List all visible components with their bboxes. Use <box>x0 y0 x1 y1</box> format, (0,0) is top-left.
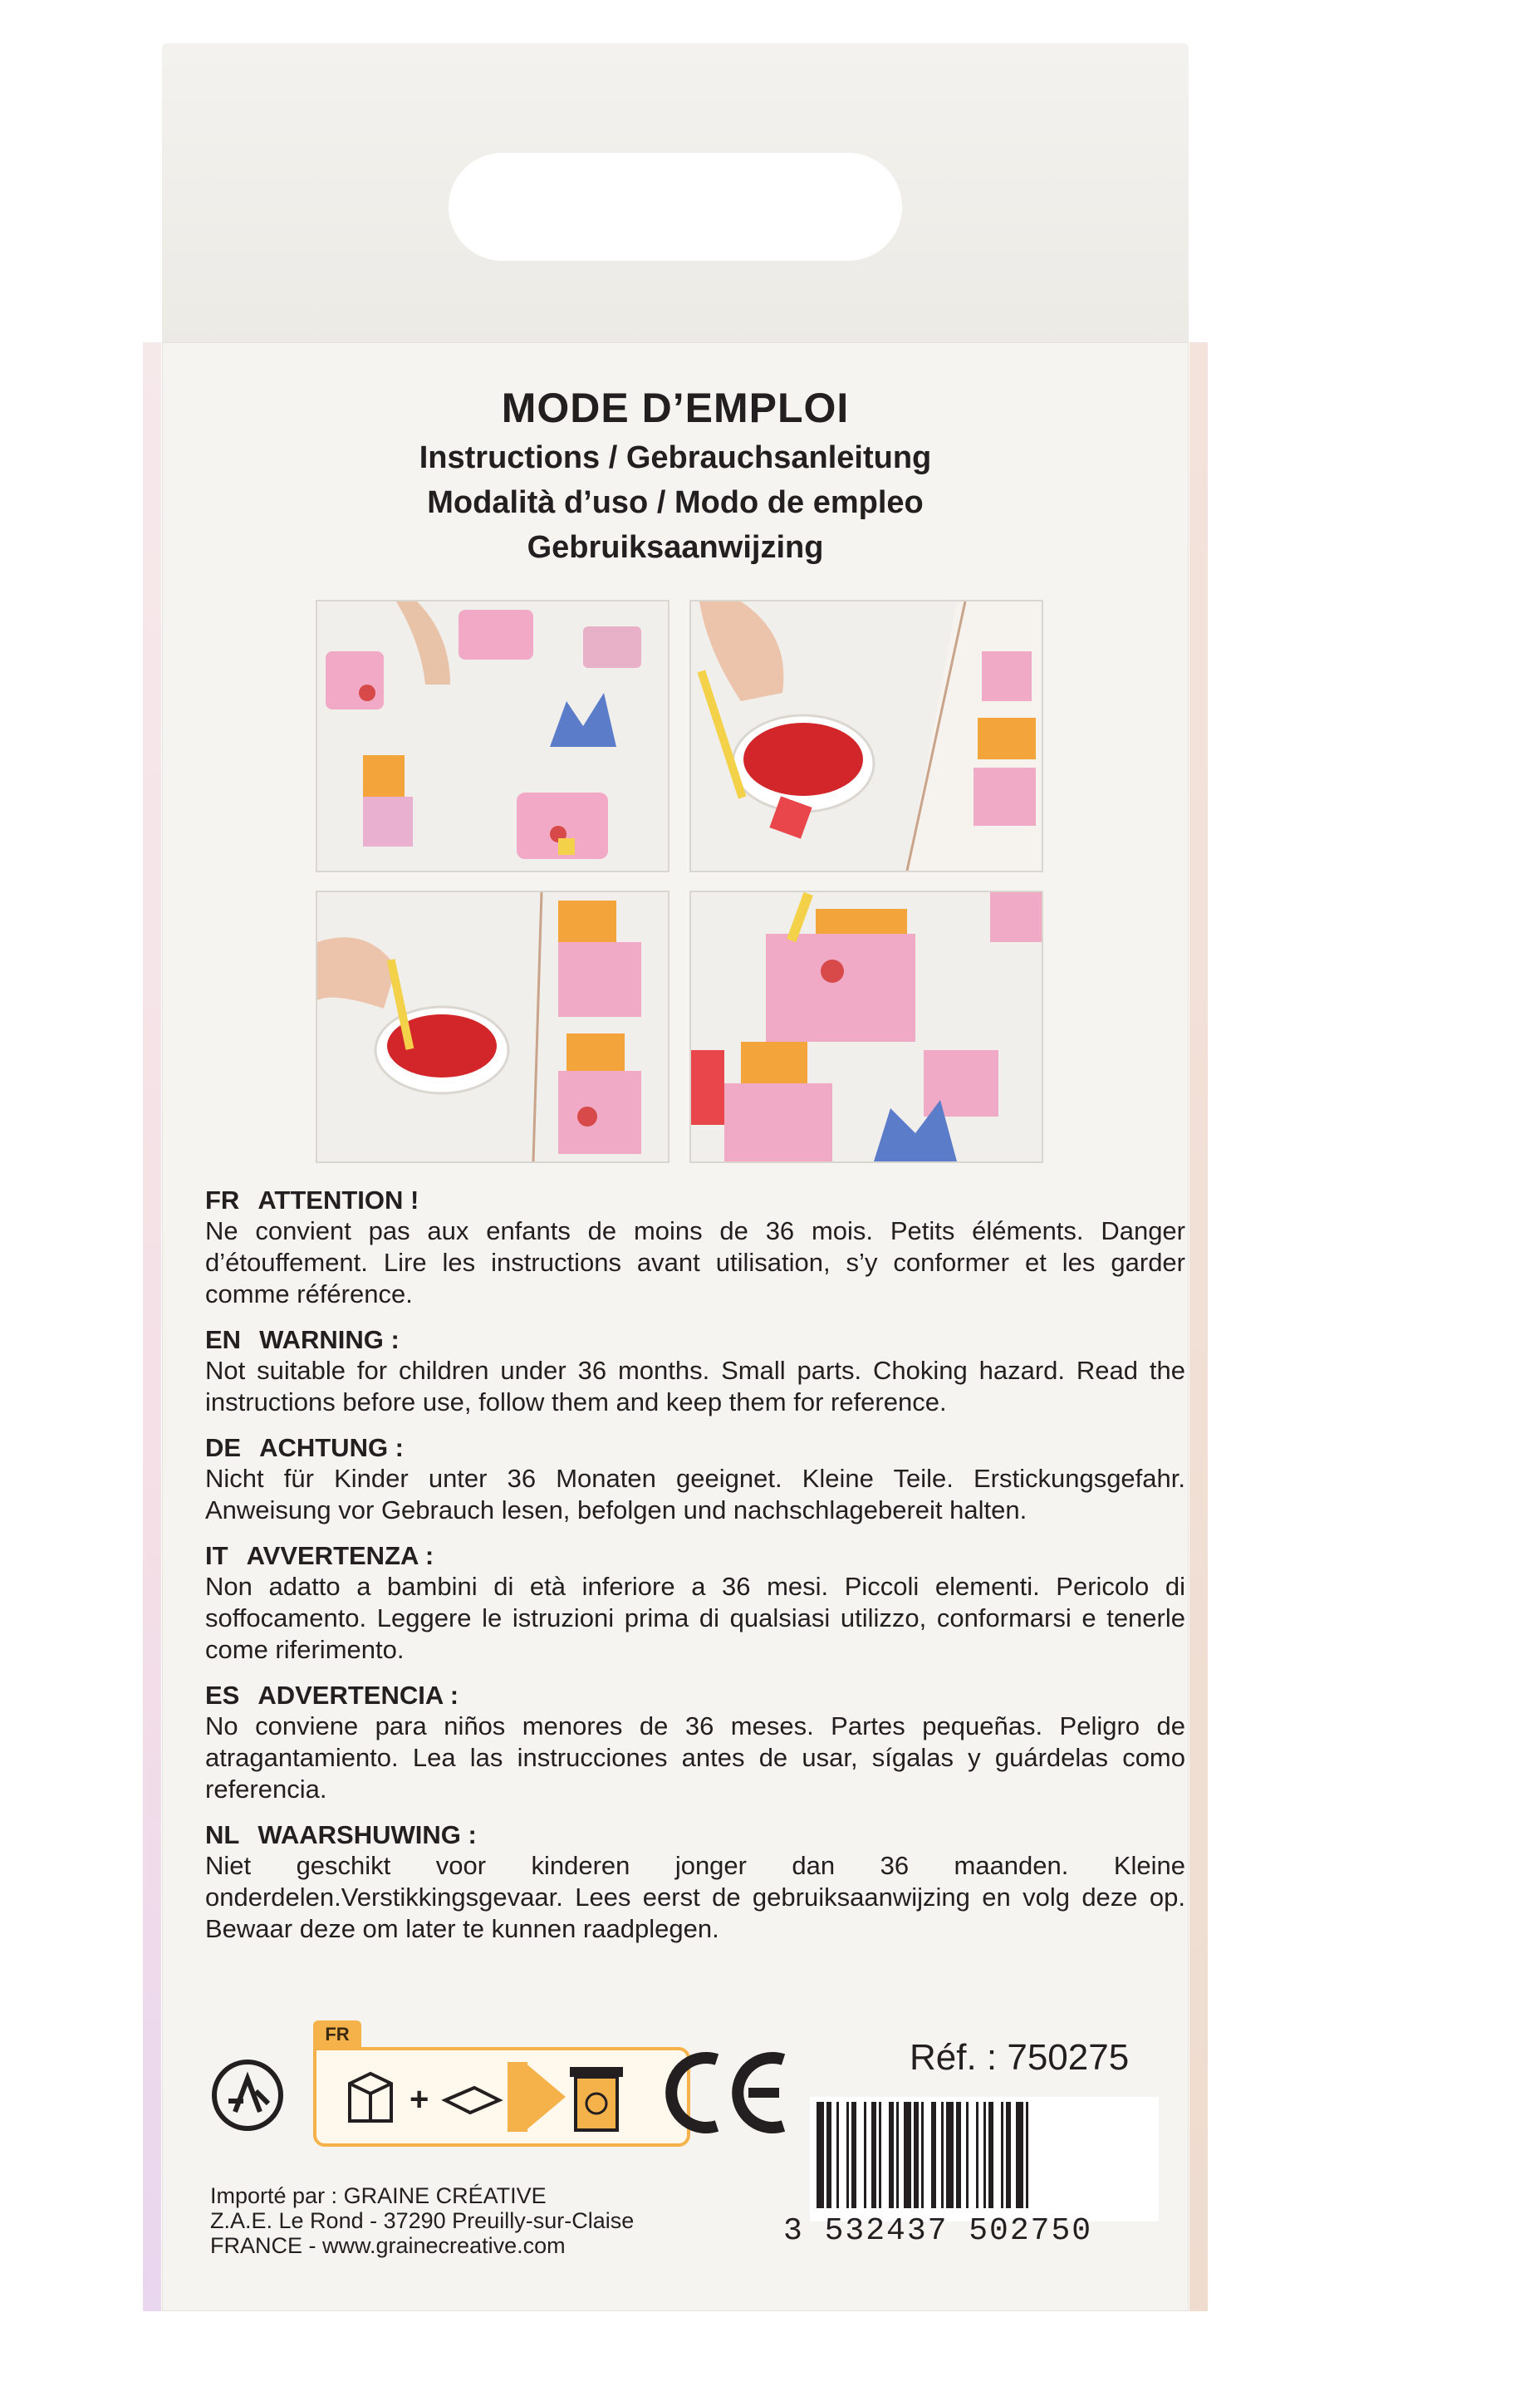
barcode-bar <box>976 2102 978 2208</box>
instruction-photo-4 <box>689 891 1043 1163</box>
reference-number: Réf. : 750275 <box>910 2037 1130 2078</box>
importer-line-2: Z.A.E. Le Rond - 37290 Preuilly-sur-Claise <box>210 2208 635 2233</box>
instruction-photo-2 <box>689 600 1043 872</box>
barcode-bar <box>846 2102 849 2208</box>
barcode-bar <box>864 2102 866 2208</box>
warning-lang: ES <box>205 1681 240 1710</box>
barcode-bar <box>826 2102 831 2208</box>
barcode-bar <box>983 2102 986 2208</box>
barcode-bar <box>956 2102 961 2208</box>
paper-icon <box>445 2088 499 2113</box>
box-icon <box>350 2074 391 2121</box>
warning-head: WAARSHUWING : <box>257 1820 477 1849</box>
warning-es <box>205 1681 1185 1805</box>
hanger-tab <box>162 43 1189 359</box>
barcode-bar <box>817 2102 824 2208</box>
importer-line-1: Importé par : GRAINE CRÉATIVE <box>210 2183 547 2208</box>
barcode-bar <box>1026 2102 1028 2208</box>
warning-de <box>205 1433 1185 1526</box>
barcode-bar <box>879 2102 881 2208</box>
barcode-bar <box>921 2102 924 2208</box>
warning-lang: DE <box>205 1433 242 1462</box>
back-panel <box>162 342 1189 2311</box>
warning-fr <box>205 1186 1185 1310</box>
instruction-photo-1 <box>316 600 669 872</box>
warning-text: No conviene para niños menores de 36 meses. Partes pequeñas. Peligro de atragantamiento. Lea las instrucciones antes de usar, sígalas y guárdelas como referencia. <box>205 1711 1185 1804</box>
warning-head: ACHTUNG : <box>259 1433 404 1462</box>
warning-nl <box>205 1820 1185 1945</box>
svg-text:+: + <box>410 2081 429 2118</box>
page-title: MODE D’EMPLOI <box>501 385 850 431</box>
importer-line-3: FRANCE - www.grainecreative.com <box>210 2233 566 2258</box>
barcode-bar <box>896 2102 899 2208</box>
warning-text: Nicht für Kinder unter 36 Monaten geeignet. Kleine Teile. Erstickungsgefahr. Anweisung vor Gebrauch lesen, befolgen und nachschlagebereit halten. <box>205 1464 1185 1524</box>
barcode-bar <box>871 2102 876 2208</box>
triman-logo <box>313 2020 687 2145</box>
subtitle-1: Instructions / Gebrauchsanleitung <box>419 440 932 475</box>
warning-text: Non adatto a bambini di età inferiore a 36 mesi. Piccoli elementi. Pericolo di soffocamento. Leggere le istruzioni prima di qualsiasi utilizzo, conformarsi e tenerle come riferimento. <box>205 1572 1185 1664</box>
warning-lang: FR <box>205 1186 240 1215</box>
barcode-bar <box>946 2102 954 2208</box>
ce-mark-icon <box>659 2047 792 2138</box>
barcode-bar <box>851 2102 856 2208</box>
barcode-bar <box>914 2102 919 2208</box>
barcode-icon <box>810 2097 1159 2221</box>
warning-text: Not suitable for children under 36 months. Small parts. Choking hazard. Read the instructions before use, follow them and keep them for reference. <box>205 1356 1185 1416</box>
barcode-bar <box>966 2102 969 2208</box>
barcode-number: 3 532437 502750 <box>783 2213 1093 2249</box>
warning-lang: IT <box>205 1541 228 1570</box>
barcode-bar <box>836 2102 839 2208</box>
warning-text: Niet geschikt voor kinderen jonger dan 36 maanden. Kleine onderdelen.Verstikkingsgevaar. Lees eerst de gebruiksaanwijzing en volg deze op. Bewaar deze om later te kunnen raadplegen. <box>205 1851 1185 1943</box>
recycle-icon <box>210 2058 285 2133</box>
instruction-photo-3 <box>316 891 669 1163</box>
warning-head: ADVERTENCIA : <box>257 1681 459 1710</box>
warning-text: Ne convient pas aux enfants de moins de 36 mois. Petits éléments. Danger d’étouffement. Lire les instructions avant utilisation, s’y conformer et les garder comme référence. <box>205 1216 1185 1308</box>
box-side-left <box>143 342 161 2311</box>
triman-lang: FR <box>313 2020 361 2049</box>
bin-icon <box>570 2067 623 2130</box>
subtitle-2: Modalità d’uso / Modo de empleo <box>427 485 924 520</box>
warning-head: WARNING : <box>259 1325 400 1354</box>
barcode-bar <box>931 2102 936 2208</box>
footer <box>162 2020 1189 2295</box>
warning-it <box>205 1541 1185 1666</box>
barcode-bar <box>1006 2102 1011 2208</box>
barcode-bar <box>1016 2102 1023 2208</box>
hang-hole <box>449 153 902 261</box>
subtitle-3: Gebruiksaanwijzing <box>527 530 824 565</box>
box-side-right <box>1189 342 1208 2311</box>
warning-en <box>205 1325 1185 1418</box>
barcode-bar <box>988 2102 993 2208</box>
barcode-bar <box>904 2102 911 2208</box>
barcode-bar <box>889 2102 894 2208</box>
warning-lang: NL <box>205 1820 240 1849</box>
triman-frame <box>313 2047 690 2147</box>
warning-head: AVVERTENZA : <box>246 1541 434 1570</box>
importer-info <box>210 2183 634 2258</box>
barcode-bar <box>1001 2102 1003 2208</box>
barcode-bar <box>941 2102 944 2208</box>
warning-lang: EN <box>205 1325 242 1354</box>
warning-head: ATTENTION ! <box>257 1186 419 1215</box>
warnings-section <box>205 1186 1185 1960</box>
